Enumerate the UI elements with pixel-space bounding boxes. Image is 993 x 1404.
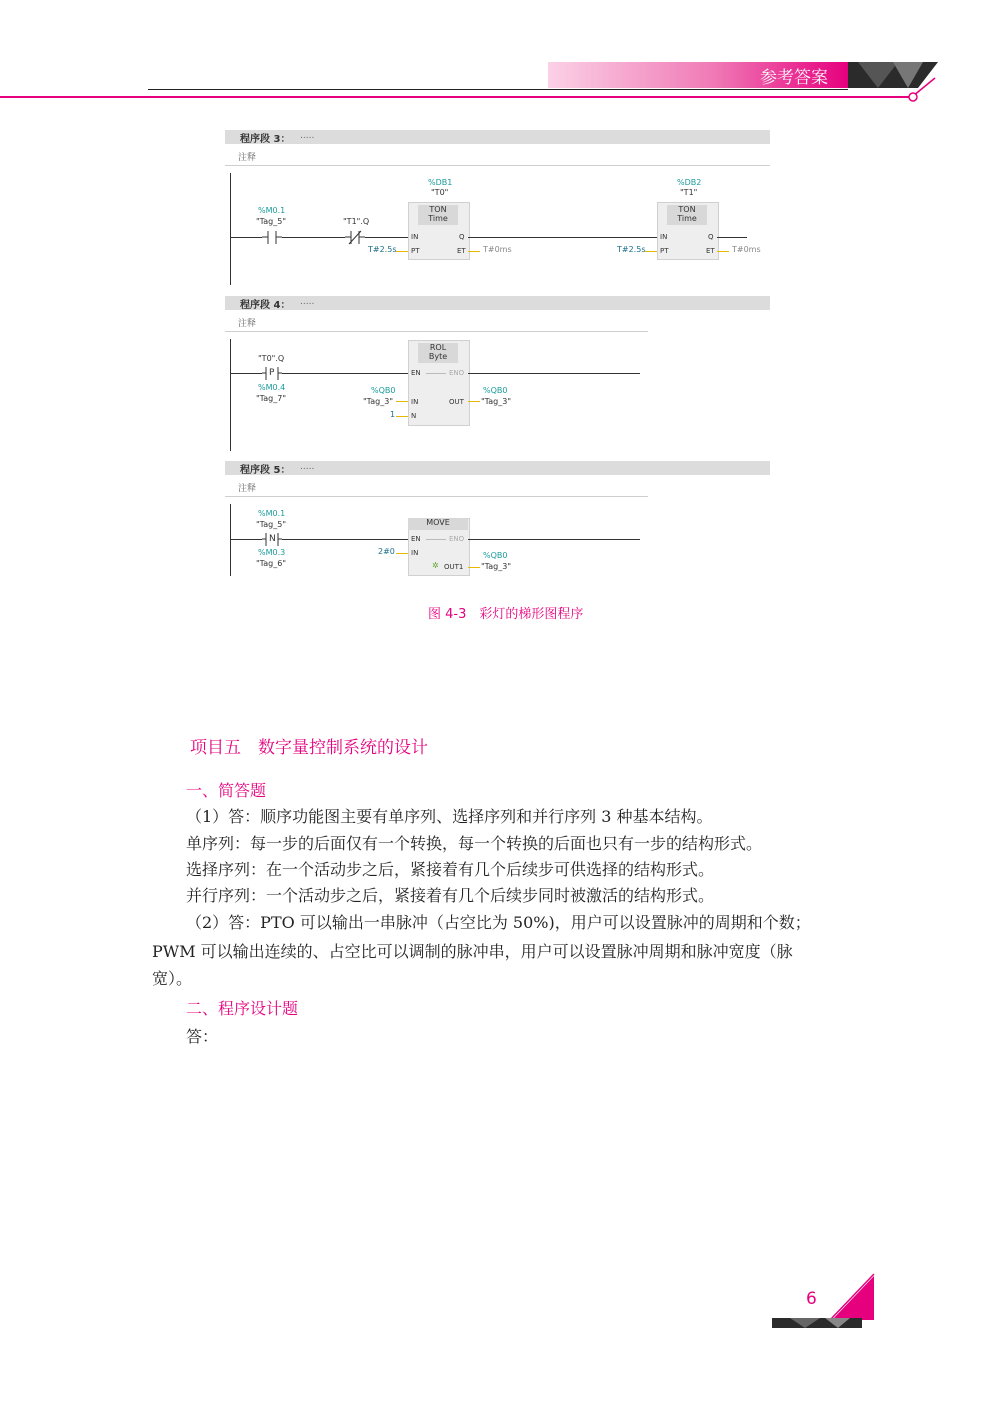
seg5-in-value: 2#0 [378, 547, 395, 556]
seg5-contact-addr: %M0.1 [258, 509, 286, 518]
seg3-timer2-et-value: T#0ms [732, 245, 761, 254]
seg4-in-tag: "Tag_3" [363, 397, 393, 406]
seg4-n-wire [396, 416, 408, 417]
seg5-wire-1 [230, 539, 408, 540]
seg3-timer2-et: ET [706, 247, 715, 255]
seg3-wire-1 [230, 237, 408, 238]
seg4-in-wire [396, 401, 408, 402]
seg4-eno: ENO [449, 369, 465, 377]
seg4-rol-type: Byte [428, 352, 448, 361]
seg4-contact-tag: "T0".Q [258, 354, 285, 363]
seg4-p-contact [262, 366, 282, 382]
footer-decoration-icon [770, 1272, 876, 1330]
segment5-header: 程序段 5： [240, 465, 291, 476]
segment4-header: 程序段 4： [240, 300, 291, 311]
seg5-pin-out1: OUT1 [444, 563, 464, 571]
seg4-wire-1 [230, 373, 408, 374]
seg3-timer2-pt-value: T#2.5s [617, 245, 646, 254]
seg4-edge-addr: %M0.4 [258, 383, 286, 392]
seg4-en: EN [411, 369, 421, 377]
seg3-timer1-pt: PT [411, 247, 420, 255]
seg5-out-wire [468, 567, 480, 568]
seg5-edge-tag: "Tag_6" [256, 559, 286, 568]
seg3-timer1-ton: TON [429, 205, 447, 214]
paragraph-2: 单序列：每一步的后面仅有一个转换，每一个转换的后面也只有一步的结构形式。 [186, 834, 763, 853]
seg3-wire-2 [468, 237, 658, 238]
header-tab-label: 参考答案 [760, 68, 828, 88]
segment5-comment: 注释 [238, 484, 257, 494]
seg3-timer2-ton: TON [678, 205, 696, 214]
paragraph-1: （1）答：顺序功能图主要有单序列、选择序列和并行序列 3 种基本结构。 [186, 807, 713, 826]
seg3-no-contact-icon [262, 230, 282, 246]
seg3-timer2-q: Q [708, 233, 714, 241]
seg3-timer2-pt: PT [660, 247, 669, 255]
seg3-contact1-tag: "Tag_5" [256, 217, 286, 226]
seg4-pin-n: N [411, 412, 417, 420]
segment5-power-rail [230, 504, 231, 576]
segment4-power-rail [230, 339, 231, 451]
seg3-timer1-db: %DB1 [428, 178, 453, 187]
seg3-timer1-time: Time [428, 214, 448, 223]
seg5-contact-tag: "Tag_5" [256, 520, 286, 529]
seg4-out-tag: "Tag_3" [481, 397, 511, 406]
seg3-timer2-et-wire [717, 251, 729, 252]
seg3-timer1-pt-wire [396, 251, 408, 252]
seg5-n-label: N [269, 534, 276, 544]
seg5-out-addr: %QB0 [483, 551, 508, 560]
seg5-out-tag: "Tag_3" [481, 562, 511, 571]
section2-title: 二、程序设计题 [186, 999, 299, 1018]
seg5-n-contact [262, 532, 282, 548]
header-divider [148, 89, 848, 90]
seg3-timer1-title [418, 205, 458, 225]
seg5-edge-addr: %M0.3 [258, 548, 286, 557]
seg4-rol-title [418, 343, 458, 363]
seg3-contact1-addr: %M0.1 [258, 206, 286, 215]
seg3-timer1-q: Q [459, 233, 465, 241]
segment3-dots: ..... [300, 131, 315, 141]
seg5-en: EN [411, 535, 421, 543]
header-accent-line [0, 96, 915, 98]
paragraph-4: 并行序列：一个活动步之后，紧接着有几个后续步同时被激活的结构形式。 [186, 886, 715, 905]
section1-title: 一、简答题 [186, 781, 267, 800]
seg3-timer1-name: "T0" [431, 188, 449, 197]
seg3-timer2-title [667, 205, 707, 225]
figure-caption: 图 4-3 彩灯的梯形图程序 [428, 607, 584, 622]
seg4-in-addr: %QB0 [371, 386, 396, 395]
seg5-in-wire [396, 553, 408, 554]
seg4-rol-name: ROL [429, 343, 447, 352]
seg3-timer2-q-wire [717, 237, 747, 238]
seg3-timer2-in: IN [660, 233, 668, 241]
seg3-contact2-tag: "T1".Q [343, 217, 370, 226]
seg4-edge-tag: "Tag_7" [256, 394, 286, 403]
segment4-rule [225, 331, 648, 332]
segment4-comment: 注释 [238, 319, 257, 329]
project-title: 项目五 数字量控制系统的设计 [190, 738, 428, 758]
paragraph-3: 选择序列：在一个活动步之后，紧接着有几个后续步可供选择的结构形式。 [186, 860, 715, 879]
seg4-out-wire [468, 401, 480, 402]
segment3-power-rail [230, 173, 231, 285]
paragraph-7: 宽）。 [152, 969, 193, 988]
page-number: 6 [806, 1289, 817, 1309]
paragraph-6: PWM 可以输出连续的、占空比可以调制的脉冲串，用户可以设置脉冲周期和脉冲宽度（脉 [152, 942, 793, 961]
seg4-out-addr: %QB0 [483, 386, 508, 395]
segment5-dots: ..... [300, 462, 315, 472]
seg3-timer2-time: Time [677, 214, 697, 223]
segment4-dots: ..... [300, 297, 315, 307]
segment3-rule [225, 165, 770, 166]
segment5-rule [225, 496, 648, 497]
seg4-pin-in: IN [411, 398, 419, 406]
seg3-timer1-in: IN [411, 233, 419, 241]
seg3-timer2-name: "T1" [680, 188, 698, 197]
seg4-n-value: 1 [390, 410, 396, 419]
seg5-en-eno-wire [426, 539, 446, 540]
segment3-header: 程序段 3： [240, 134, 291, 145]
seg3-timer1-pt-value: T#2.5s [368, 245, 397, 254]
seg3-nc-contact-icon [345, 230, 365, 246]
seg3-timer2-db: %DB2 [677, 178, 702, 187]
seg4-wire-2 [468, 373, 640, 374]
seg5-pin-in: IN [411, 549, 419, 557]
seg5-move-title: MOVE [408, 518, 468, 530]
seg5-star-icon: ✲ [432, 561, 439, 570]
header-circle-icon [905, 76, 940, 106]
paragraph-8: 答： [186, 1027, 219, 1046]
seg4-pin-out: OUT [449, 398, 464, 406]
seg4-en-eno-wire [426, 373, 446, 374]
seg3-timer2-pt-wire [645, 251, 657, 252]
seg4-p-label: P [269, 368, 275, 378]
segment3-comment: 注释 [238, 153, 257, 163]
seg5-eno: ENO [449, 535, 465, 543]
seg3-timer1-et-wire [468, 251, 480, 252]
seg3-timer1-et: ET [457, 247, 466, 255]
seg5-wire-2 [468, 539, 640, 540]
paragraph-5: （2）答：PTO 可以输出一串脉冲（占空比为 50%)，用户可以设置脉冲的周期和个数； [186, 913, 811, 932]
seg3-timer1-et-value: T#0ms [483, 245, 512, 254]
